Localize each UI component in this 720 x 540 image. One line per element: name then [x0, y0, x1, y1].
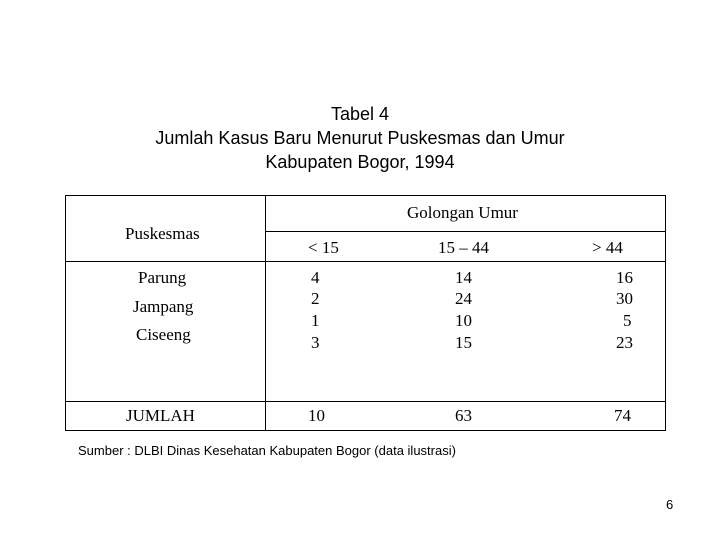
row-label-parung: Parung: [138, 268, 187, 287]
column-header-1: < 15: [308, 238, 339, 257]
column-header-2: 15 – 44: [438, 238, 489, 257]
cell-r2-c3: 30: [616, 289, 633, 308]
source-note: Sumber : DLBI Dinas Kesehatan Kabupaten Bogor (data ilustrasi): [78, 443, 456, 458]
row-label-jampang: Jampang: [133, 297, 194, 316]
header-puskesmas: Puskesmas: [125, 224, 200, 243]
cell-r3-c2: 10: [455, 311, 472, 330]
cell-r2-c1: 2: [311, 289, 320, 308]
cell-r4-c2: 15: [455, 333, 472, 352]
title-line-3: Kabupaten Bogor, 1994: [265, 152, 455, 172]
cell-r4-c1: 3: [311, 333, 320, 352]
cell-r1-c3: 16: [616, 268, 633, 287]
cell-r3-c3: 5: [623, 311, 632, 330]
total-c2: 63: [455, 406, 472, 425]
table-divider-header-left: [66, 261, 265, 262]
table-divider-total: [66, 401, 665, 402]
row-label-ciseeng: Ciseeng: [136, 325, 191, 344]
cell-r1-c1: 4: [311, 268, 320, 287]
header-golongan-umur: Golongan Umur: [407, 203, 518, 222]
page-number: 6: [666, 497, 674, 512]
cell-r3-c1: 1: [311, 311, 320, 330]
cell-r2-c2: 24: [455, 289, 472, 308]
total-c3: 74: [614, 406, 631, 425]
table-divider-group: [265, 231, 665, 232]
table-divider-header-right: [265, 261, 665, 262]
title-line-2: Jumlah Kasus Baru Menurut Puskesmas dan Umur: [155, 128, 565, 148]
title-line-1: Tabel 4: [330, 104, 390, 124]
cell-r4-c3: 23: [616, 333, 633, 352]
cell-r1-c2: 14: [455, 268, 472, 287]
column-header-3: > 44: [592, 238, 623, 257]
total-label: JUMLAH: [126, 406, 195, 425]
total-c1: 10: [308, 406, 325, 425]
